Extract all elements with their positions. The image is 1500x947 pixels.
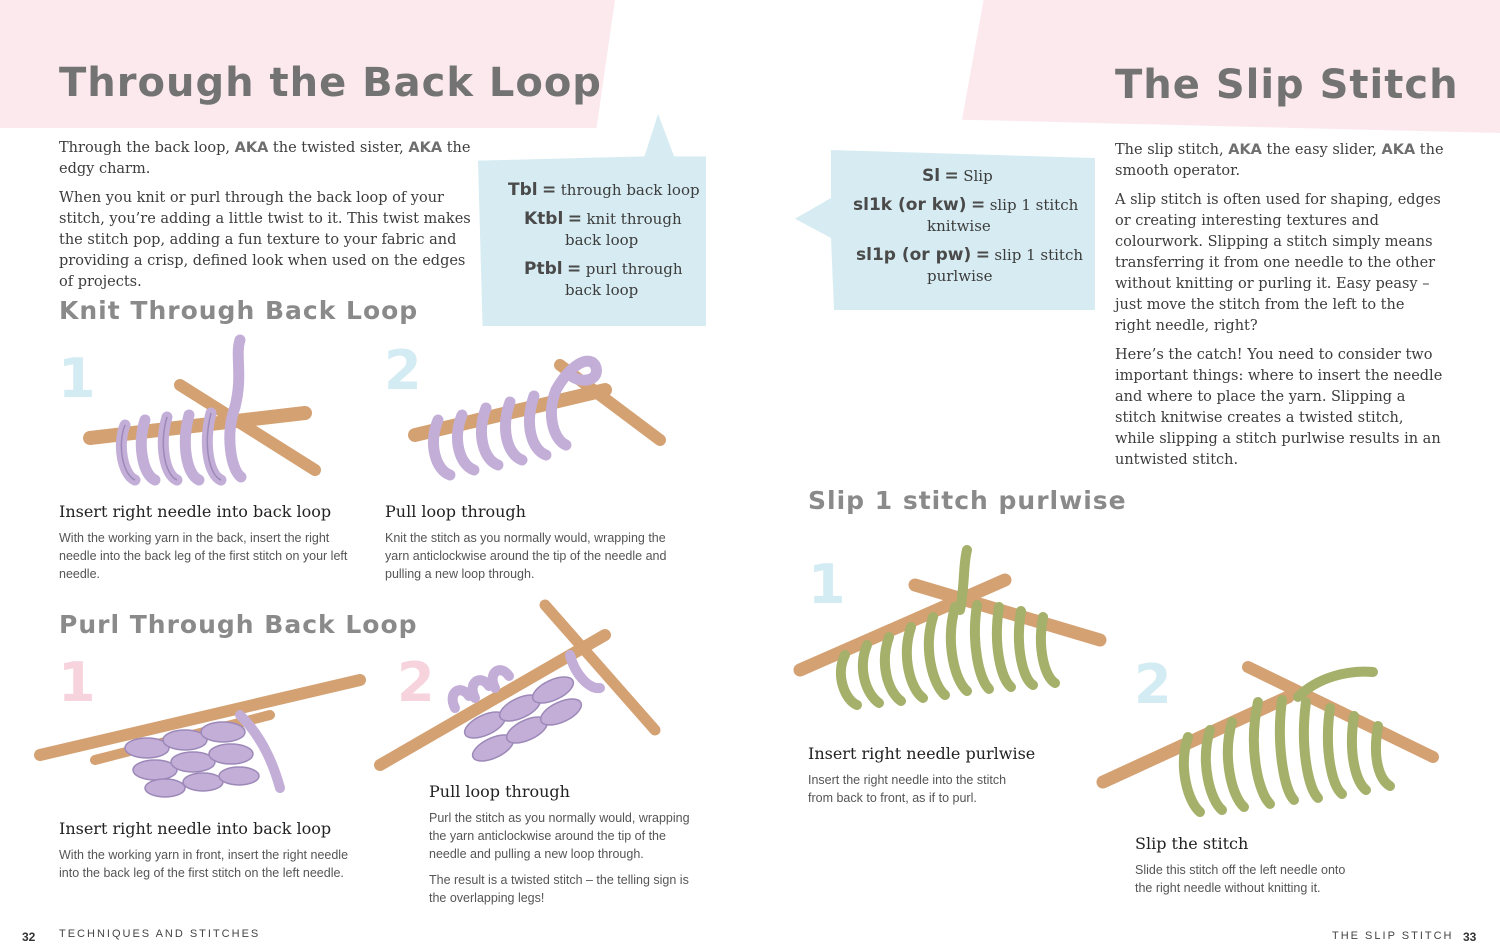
- left-footer-section: TECHNIQUES AND STITCHES: [59, 928, 261, 940]
- abbrev-tbl: Tbl = through back loop: [508, 180, 700, 200]
- slip-step-1-number: 1: [808, 553, 846, 616]
- abbrev-sl1p-line2: purlwise: [927, 267, 993, 285]
- slip-step-2-number: 2: [1134, 653, 1172, 716]
- knit-step-1-illustration: [85, 335, 325, 495]
- abbrev-sl1k-line2: knitwise: [927, 217, 991, 235]
- right-intro-p2: A slip stitch is often used for shaping, edges or creating interesting textures and colourwork. Slipping a stitch simply means transferring it from one needle to the other without knitting or purling it. Easy peasy – just move the stitch from the left to the right needle, right?: [1115, 192, 1441, 334]
- right-page-title: The Slip Stitch: [1115, 62, 1459, 108]
- knit-step-2-illustration: [410, 345, 670, 495]
- purl-step-2-descs: [429, 809, 699, 915]
- slip-step-2-desc: Slide this stitch off the left needle onto the right needle without knitting it.: [1135, 863, 1346, 895]
- knit-step-1-number: 1: [58, 347, 96, 410]
- abbrev-ptbl-line2: back loop: [565, 281, 639, 299]
- purl-step-2-desc: Purl the stitch as you normally would, wrapping the yarn anticlockwise around the tip of the needle and pulling a new loop through.: [429, 811, 690, 861]
- purl-tbl-heading: Purl Through Back Loop: [59, 610, 418, 639]
- knit-step-1-desc: With the working yarn in the back, insert the right needle into the back leg of the first stitch on your left needle.: [59, 531, 348, 581]
- knit-step-1-title: Insert right needle into back loop: [59, 502, 332, 521]
- slip-step-1-illustration: [795, 545, 1115, 715]
- slip-step-1-title: Insert right needle purlwise: [808, 744, 1036, 763]
- left-intro-p1: Through the back loop, AKA the twisted sister, AKA the edgy charm.: [59, 140, 471, 177]
- slip-step-2-title: Slip the stitch: [1135, 834, 1249, 853]
- right-intro: [1115, 140, 1445, 479]
- purl-step-2-number: 2: [397, 651, 435, 714]
- right-page-number: 33: [1463, 930, 1477, 944]
- abbrev-sl: Sl = Slip: [922, 166, 993, 186]
- abbrev-sl1p: sl1p (or pw) = slip 1 stitch: [856, 245, 1084, 265]
- purl-step-2-illustration: [375, 600, 665, 775]
- right-footer-section: THE SLIP STITCH: [1332, 930, 1454, 942]
- left-intro: [59, 138, 474, 301]
- abbrev-ptbl: Ptbl = purl through: [524, 259, 683, 279]
- purl-step-1-title: Insert right needle into back loop: [59, 819, 332, 838]
- right-intro-p3: Here’s the catch! You need to consider two important things: where to insert the needle and where to place the yarn. Slipping a stitch knitwise creates a twisted stitch, while slipping a stitch purlwise results in an untwisted stitch.: [1115, 347, 1443, 468]
- purl-step-2-title: Pull loop through: [429, 782, 570, 801]
- abbrev-ktbl: Ktbl = knit through: [524, 209, 682, 229]
- abbrev-sl1k: sl1k (or kw) = slip 1 stitch: [853, 195, 1079, 215]
- abbrev-ktbl-line2: back loop: [565, 231, 639, 249]
- knit-step-2-desc: Knit the stitch as you normally would, wrapping the yarn anticlockwise around the tip of the needle and pulling a new loop through.: [385, 531, 667, 581]
- knit-tbl-heading: Knit Through Back Loop: [59, 296, 419, 325]
- knit-step-2-number: 2: [384, 339, 422, 402]
- purl-step-2-desc2: The result is a twisted stitch – the telling sign is the overlapping legs!: [429, 873, 689, 905]
- slip-step-1-desc: Insert the right needle into the stitch from back to front, as if to purl.: [808, 773, 1007, 805]
- purl-step-1-illustration: [35, 670, 375, 800]
- left-page-number: 32: [22, 930, 36, 944]
- knit-step-2-title: Pull loop through: [385, 502, 526, 521]
- left-page-title: Through the Back Loop: [59, 60, 602, 106]
- slip-step-2-illustration: [1098, 662, 1443, 822]
- right-intro-p1: The slip stitch, AKA the easy slider, AKA the smooth operator.: [1115, 142, 1444, 179]
- purl-step-1-number: 1: [58, 651, 96, 714]
- left-intro-p2: When you knit or purl through the back loop of your stitch, you’re adding a little twist to it. This twist makes the stitch pop, adding a fun texture to your fabric and providing a crisp, defined look when used on the edges of projects.: [59, 190, 471, 290]
- slip-purlwise-heading: Slip 1 stitch purlwise: [808, 486, 1127, 515]
- purl-step-1-desc: With the working yarn in front, insert the right needle into the back leg of the first stitch on the left needle.: [59, 848, 349, 880]
